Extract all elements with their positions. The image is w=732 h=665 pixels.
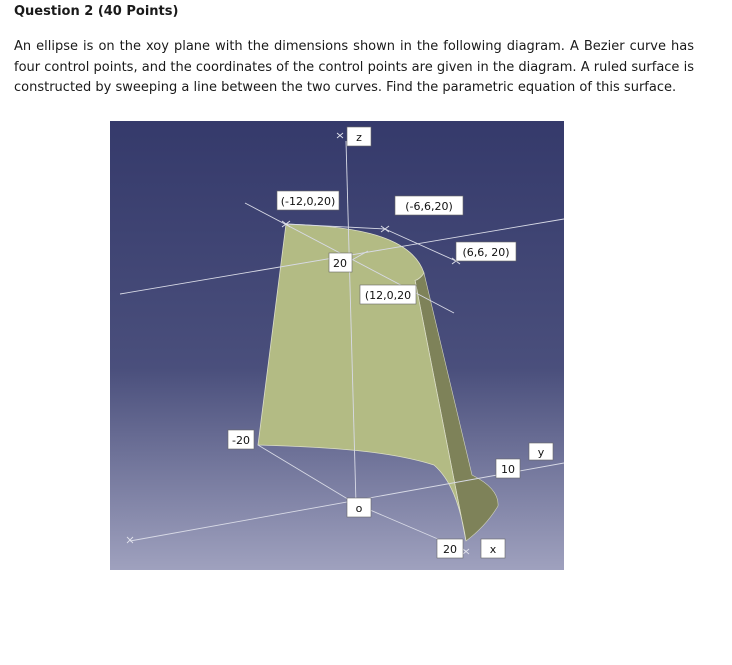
label-y-10 [496, 459, 520, 478]
ruled-surface-figure [110, 121, 564, 570]
svg-text:(-12,0,20): (-12,0,20) [280, 195, 336, 208]
label-control-point-p2 [456, 242, 516, 261]
label-z-axis [347, 127, 371, 146]
svg-text:(6,6, 20): (6,6, 20) [462, 246, 510, 259]
question-title: Question 2 (40 Points) [14, 4, 179, 19]
svg-text:(-6,6,20): (-6,6,20) [405, 200, 453, 213]
label-y-axis [529, 443, 553, 460]
svg-text:(12,0,20: (12,0,20 [364, 289, 412, 302]
svg-text:y: y [537, 446, 545, 459]
svg-text:z: z [356, 131, 362, 144]
svg-text:x: x [489, 543, 497, 556]
svg-text:o: o [355, 502, 363, 515]
label-minus-20 [228, 430, 254, 449]
label-control-point-p3 [360, 285, 416, 304]
svg-text:20: 20 [333, 257, 347, 270]
svg-text:10: 10 [501, 463, 515, 476]
label-control-point-p0 [277, 191, 339, 210]
svg-text:20: 20 [443, 543, 457, 556]
svg-text:-20: -20 [232, 434, 250, 447]
label-x-axis [481, 539, 505, 558]
label-origin [347, 498, 371, 517]
label-control-point-p1 [395, 196, 463, 215]
question-body: An ellipse is on the xoy plane with the dimensions shown in the following diagram. A Bezier curve has four control points, and the coordinates of the control points are given in the diagram. A ruled surface is constructed by sweeping a line between the two curves. Find the parametric equation of this surface. [14, 39, 694, 95]
label-z-height [329, 253, 352, 272]
label-x-20 [437, 539, 463, 558]
